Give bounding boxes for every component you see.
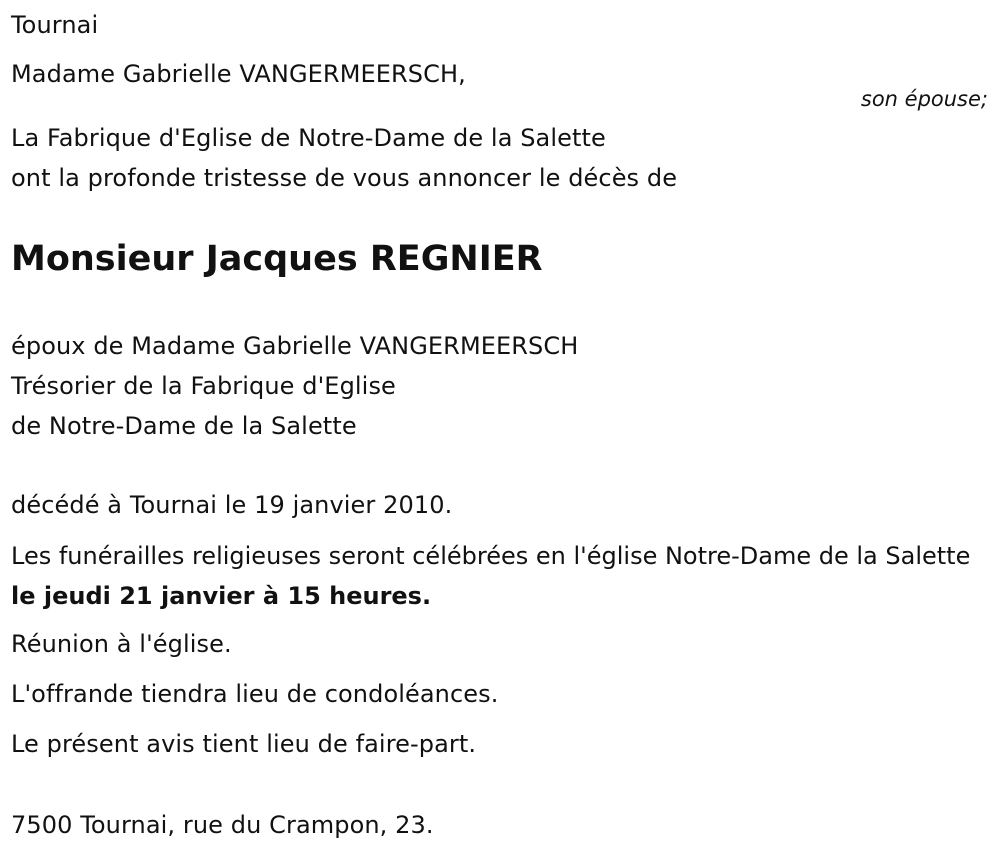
meeting-info: Réunion à l'église. (11, 630, 232, 658)
funeral-paragraph (11, 536, 981, 616)
city-heading: Tournai (11, 11, 99, 39)
death-info: décédé à Tournai le 19 janvier 2010. (11, 491, 453, 519)
funeral-text: Les funérailles religieuses seront célébrées en l'église Notre-Dame de la Salette (11, 542, 971, 570)
detail-line-parish: de Notre-Dame de la Salette (11, 412, 357, 440)
family-member: Madame Gabrielle VANGERMEERSCH, (11, 60, 466, 88)
family-relation: son épouse; (860, 87, 988, 111)
deceased-name: Monsieur Jacques REGNIER (11, 239, 543, 279)
address: 7500 Tournai, rue du Crampon, 23. (11, 811, 434, 839)
notice-info: Le présent avis tient lieu de faire-part. (11, 730, 477, 758)
organization-name: La Fabrique d'Eglise de Notre-Dame de la Salette (11, 124, 606, 152)
detail-line-role: Trésorier de la Fabrique d'Eglise (11, 372, 396, 400)
offering-info: L'offrande tiendra lieu de condoléances. (11, 680, 499, 708)
funeral-time: le jeudi 21 janvier à 15 heures. (11, 582, 432, 610)
announcement-text: ont la profonde tristesse de vous annoncer le décès de (11, 164, 678, 192)
detail-line-spouse: époux de Madame Gabrielle VANGERMEERSCH (11, 332, 579, 360)
